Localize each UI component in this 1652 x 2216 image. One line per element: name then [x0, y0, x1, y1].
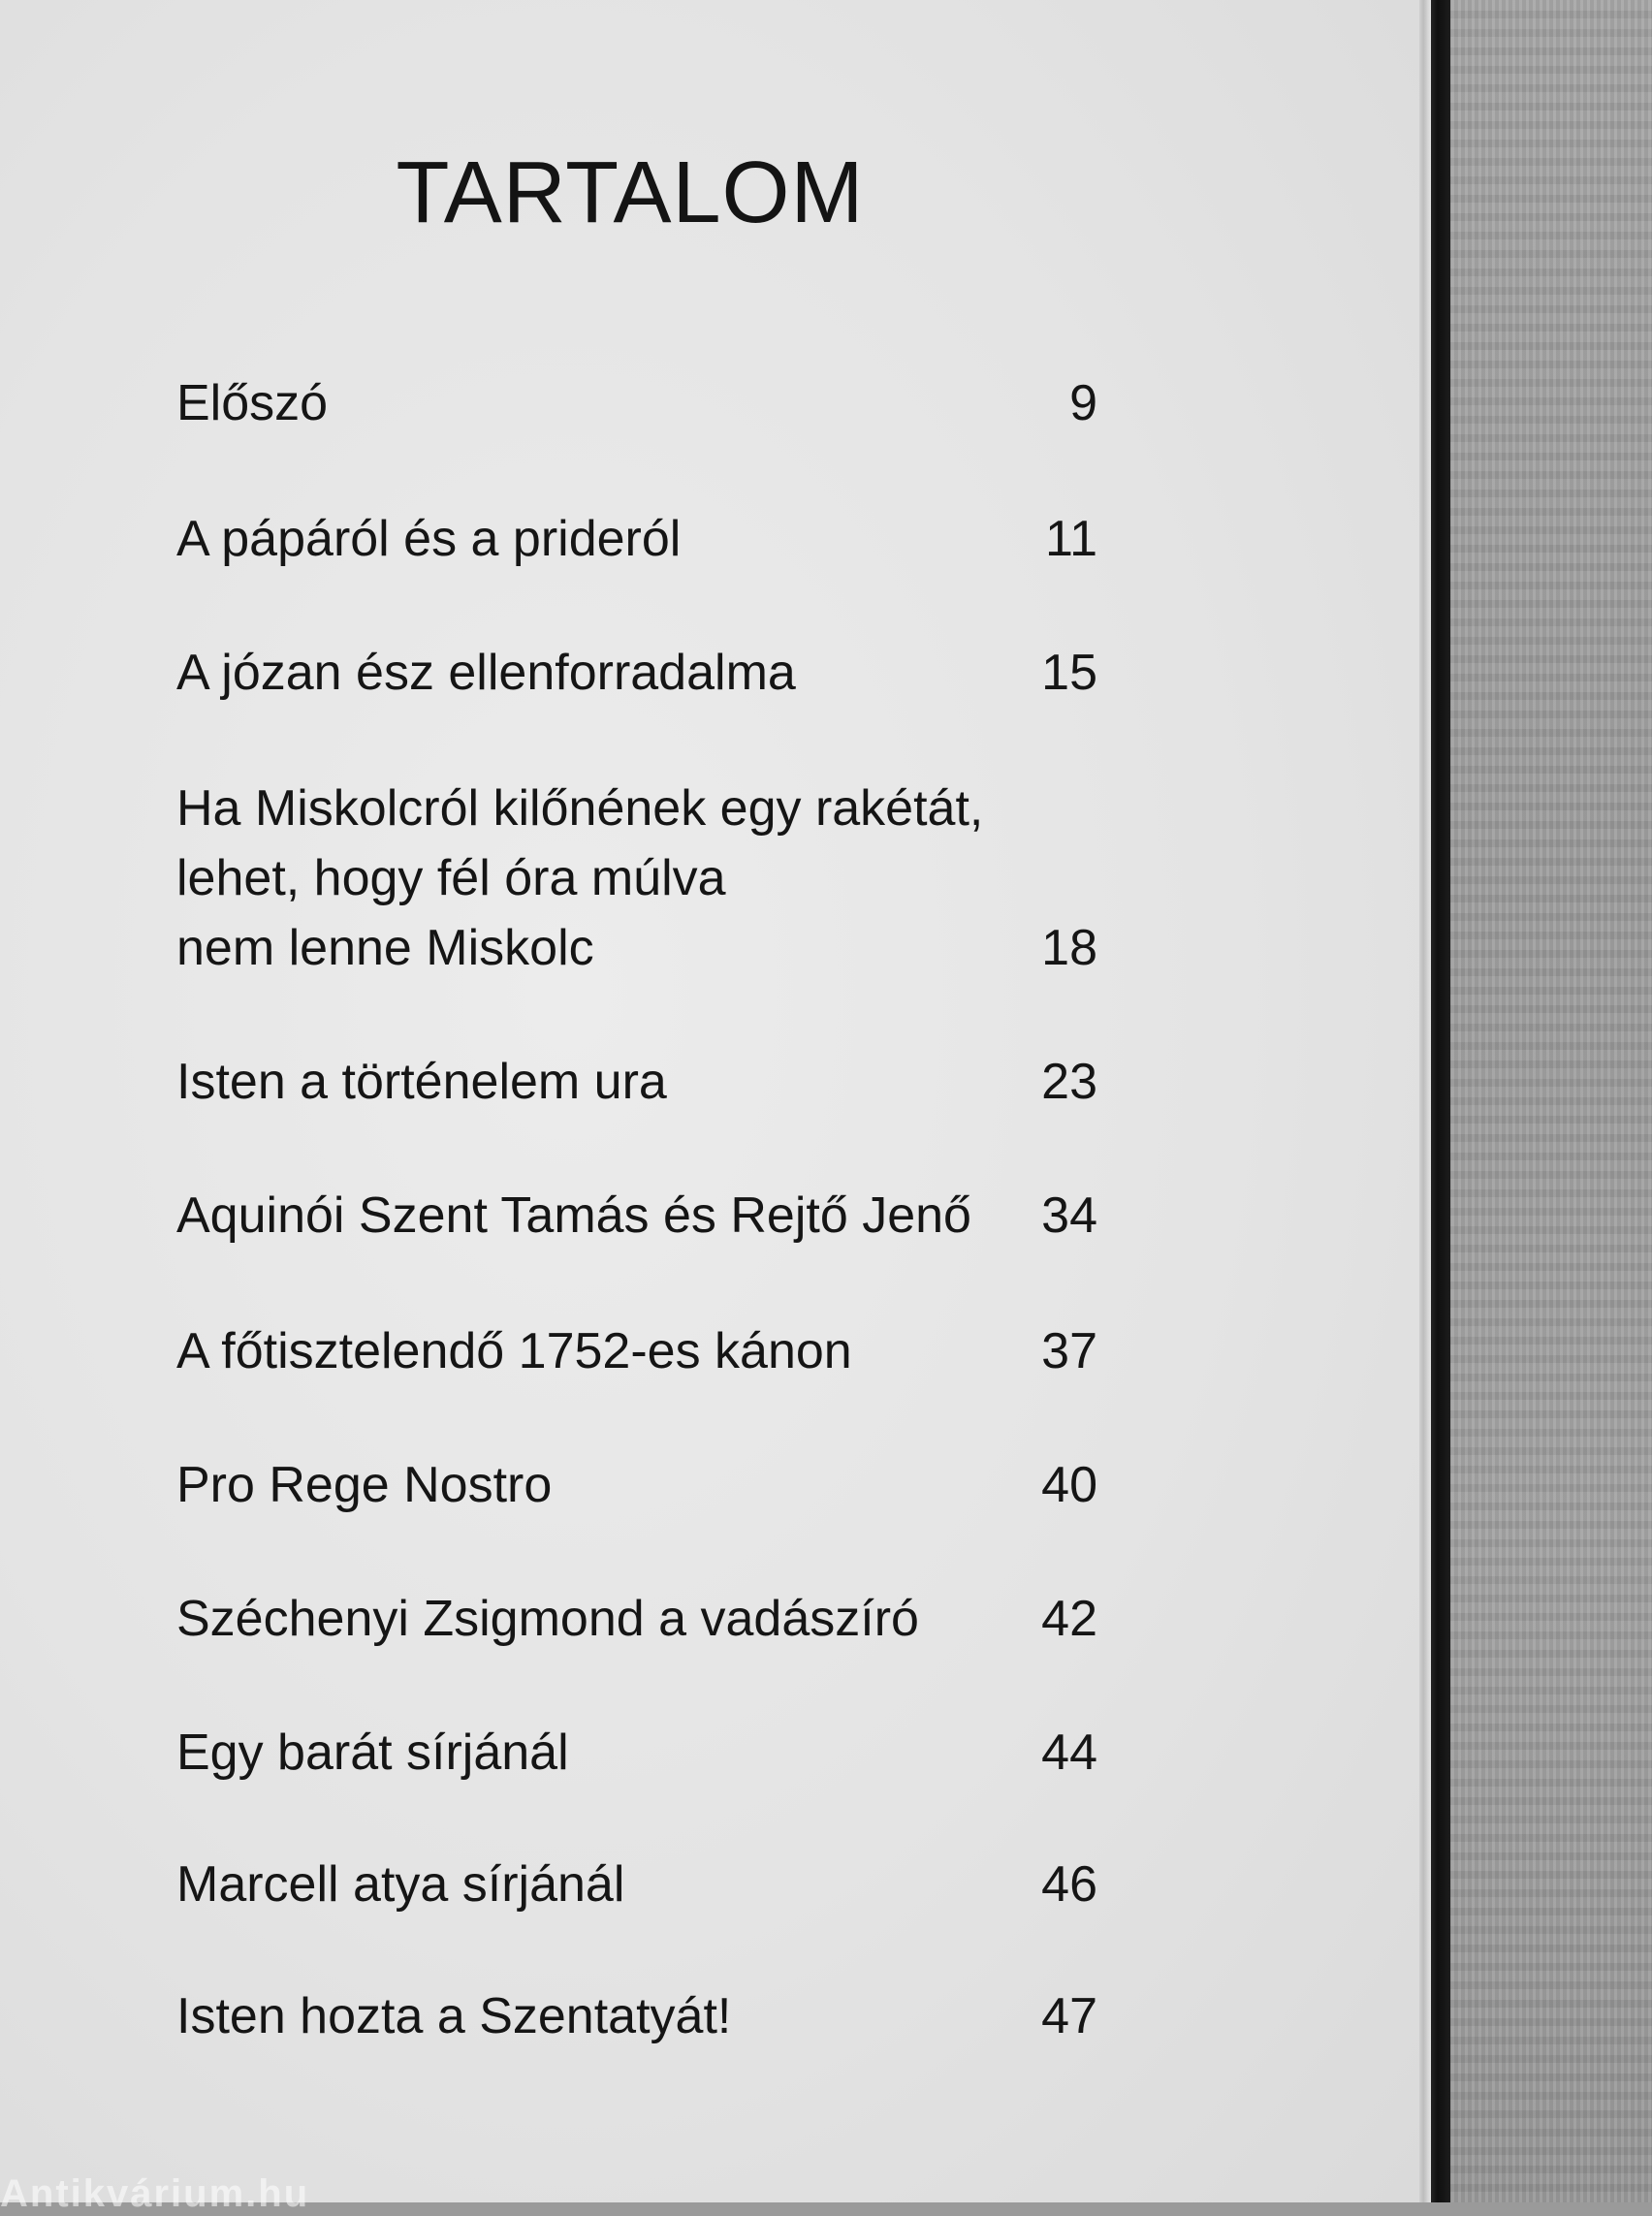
toc-entry-title: A józan ész ellenforradalma — [176, 645, 796, 701]
toc-entry — [176, 1584, 1097, 1654]
toc-entry — [176, 638, 1097, 708]
toc-entry-page: 37 — [1041, 1323, 1097, 1379]
toc-entry — [176, 1450, 1097, 1520]
toc-entry — [176, 504, 1097, 574]
toc-entry-title: A főtisztelendő 1752-es kánon — [176, 1323, 852, 1379]
toc-entry-page: 11 — [1045, 511, 1097, 567]
toc-entry-title: Marcell atya sírjánál — [176, 1856, 625, 1913]
toc-entry-title: Isten hozta a Szentatyát! — [176, 1988, 732, 2044]
toc-entry — [176, 774, 1097, 983]
toc-entry-title: Isten a történelem ura — [176, 1054, 667, 1110]
toc-entry — [176, 1981, 1097, 2051]
toc-entry — [176, 368, 1097, 438]
toc-entry-page: 15 — [1041, 645, 1097, 701]
toc-entry-page: 23 — [1041, 1054, 1097, 1110]
toc-entry-page: 40 — [1041, 1457, 1097, 1513]
toc-entry-title: Ha Miskolcról kilőnének egy rakétát, lehet, hogy fél óra múlva nem lenne Miskolc — [176, 780, 984, 976]
toc-entry-page: 42 — [1041, 1591, 1097, 1647]
toc-entry-title: Pro Rege Nostro — [176, 1457, 553, 1513]
toc-entry — [176, 1850, 1097, 1919]
toc-entry-title: A pápáról és a prideról — [176, 511, 682, 567]
toc-entry — [176, 1316, 1097, 1386]
watermark: Antikvárium.hu — [0, 2172, 310, 2215]
toc-entry-page: 34 — [1041, 1187, 1097, 1244]
toc-entry-page: 46 — [1041, 1856, 1097, 1913]
toc-entry-page: 47 — [1041, 1988, 1097, 2044]
toc-entry — [176, 1047, 1097, 1117]
toc-entry-page: 9 — [1069, 375, 1097, 431]
toc-entry-title: Egy barát sírjánál — [176, 1725, 569, 1781]
book-page-edge — [1417, 0, 1431, 2202]
table-surface — [1445, 0, 1652, 2202]
toc-entry-title: Előszó — [176, 375, 329, 431]
toc-entry-page: 44 — [1041, 1725, 1097, 1781]
book-cover-edge — [1429, 0, 1450, 2202]
toc-entry-title: Széchenyi Zsigmond a vadászíró — [176, 1591, 919, 1647]
toc-entry — [176, 1718, 1097, 1788]
toc-entry-title: Aquinói Szent Tamás és Rejtő Jenő — [176, 1187, 971, 1244]
toc-entry-page: 18 — [1041, 920, 1097, 976]
toc-entry — [176, 1181, 1097, 1250]
page-title: TARTALOM — [396, 144, 865, 241]
